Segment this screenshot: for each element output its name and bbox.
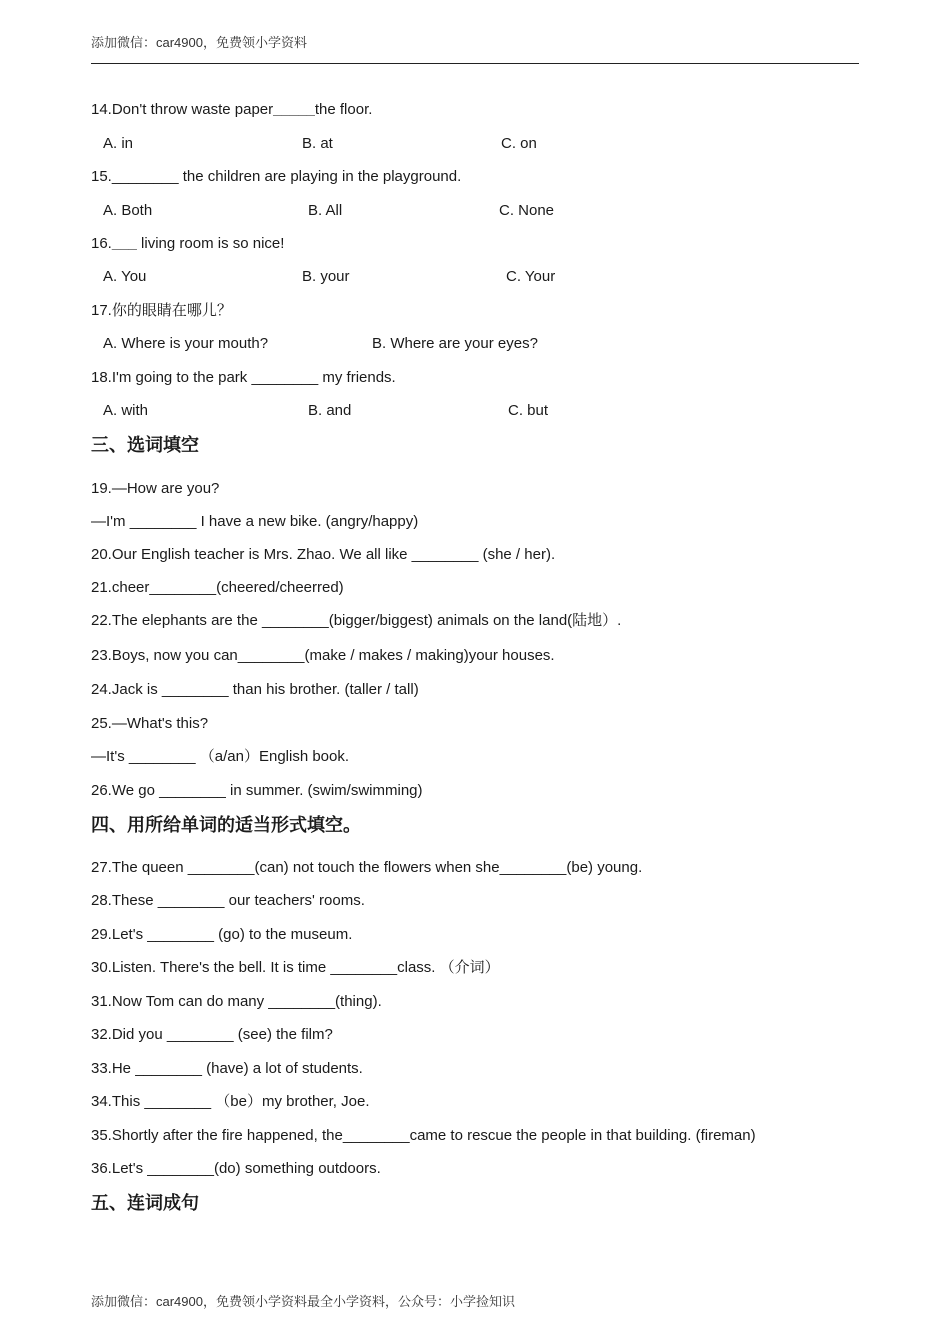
- question-25-answer: —It's ________ （a/an）English book.: [91, 748, 350, 765]
- question-32: 32.Did you ________ (see) the film?: [91, 1026, 333, 1043]
- question-22: 22.The elephants are the ________(bigger/biggest) animals on the land(陆地）.: [91, 612, 622, 629]
- question-27: 27.The queen ________(can) not touch the flowers when she________(be) young.: [91, 859, 643, 876]
- q14-option-a: A. in: [103, 135, 134, 152]
- question-36: 36.Let's ________(do) something outdoors.: [91, 1160, 381, 1177]
- q17-option-a: A. Where is your mouth?: [103, 335, 269, 352]
- question-29: 29.Let's ________ (go) to the museum.: [91, 926, 353, 943]
- q15-option-b: B. All: [308, 202, 343, 219]
- section-3-title: 三、选词填空: [91, 435, 199, 456]
- question-17: 17.你的眼睛在哪儿？: [91, 302, 232, 319]
- question-23: 23.Boys, now you can________(make / makes / making)your houses.: [91, 647, 555, 664]
- q16-option-c: C. Your: [506, 268, 556, 285]
- question-24: 24.Jack is ________ than his brother. (taller / tall): [91, 681, 419, 698]
- page-footer: 添加微信：car4900，免费领小学资料最全小学资料，公众号：小学捡知识: [91, 1294, 515, 1309]
- question-31: 31.Now Tom can do many ________(thing).: [91, 993, 382, 1010]
- q16-option-a: A. You: [103, 268, 147, 285]
- question-20: 20.Our English teacher is Mrs. Zhao. We all like ________ (she / her).: [91, 546, 556, 563]
- question-34: 34.This ________ （be）my brother, Joe.: [91, 1093, 370, 1110]
- question-16: 16.___ living room is so nice!: [91, 235, 285, 252]
- section-4-title: 四、用所给单词的适当形式填空。: [91, 815, 361, 836]
- question-33: 33.He ________ (have) a lot of students.: [91, 1060, 363, 1077]
- question-19: 19.—How are you?: [91, 480, 220, 497]
- question-21: 21.cheer________(cheered/cheerred): [91, 579, 344, 596]
- q15-option-a: A. Both: [103, 202, 153, 219]
- q14-option-c: C. on: [501, 135, 537, 152]
- question-28: 28.These ________ our teachers' rooms.: [91, 892, 365, 909]
- page-header: 添加微信：car4900，免费领小学资料: [91, 35, 307, 50]
- question-15: 15.________ the children are playing in the playground.: [91, 168, 462, 185]
- q18-option-b: B. and: [308, 402, 352, 419]
- q17-option-b: B. Where are your eyes?: [372, 335, 538, 352]
- header-rule: [91, 63, 859, 64]
- question-30: 30.Listen. There's the bell. It is time ________class. （介词）: [91, 959, 500, 976]
- section-5-title: 五、连词成句: [91, 1193, 199, 1214]
- question-19-answer: —I'm ________ I have a new bike. (angry/happy): [91, 513, 419, 530]
- question-35: 35.Shortly after the fire happened, the________came to rescue the people in that building. (fireman): [91, 1127, 756, 1144]
- question-18: 18.I'm going to the park ________ my friends.: [91, 369, 396, 386]
- q16-option-b: B. your: [302, 268, 350, 285]
- q18-option-c: C. but: [508, 402, 549, 419]
- q18-option-a: A. with: [103, 402, 149, 419]
- question-25: 25.—What's this?: [91, 715, 209, 732]
- question-14: 14.Don't throw waste paper_____the floor.: [91, 101, 373, 118]
- q14-option-b: B. at: [302, 135, 333, 152]
- question-26: 26.We go ________ in summer. (swim/swimming): [91, 782, 423, 799]
- q15-option-c: C. None: [499, 202, 555, 219]
